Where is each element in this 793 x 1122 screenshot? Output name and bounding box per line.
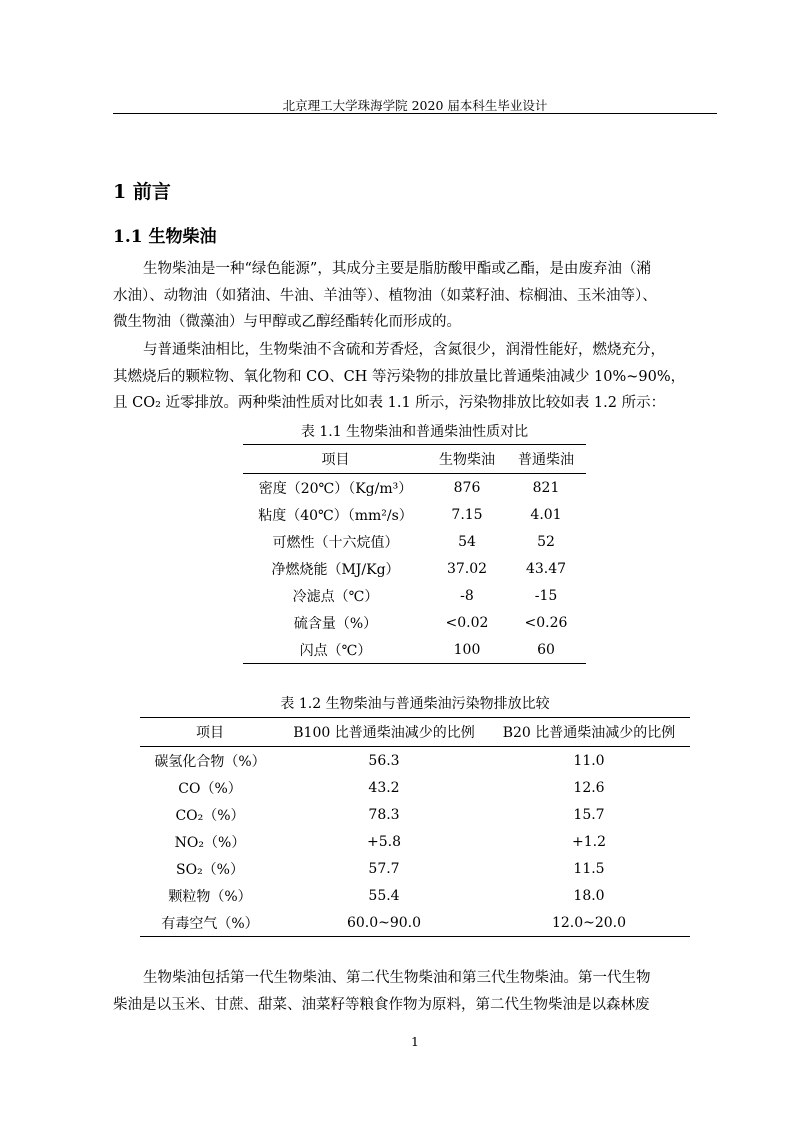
- table-header-row: [243, 445, 586, 474]
- table-row: [243, 636, 586, 664]
- properties-table: [243, 444, 586, 664]
- table-cell: 11.5: [573, 860, 605, 877]
- table-cell: <0.02: [445, 614, 489, 631]
- paragraph-line: 柴油是以玉米、甘蔗、甜菜、油菜籽等粮食作物为原料，第二代生物柴油是以森林废: [113, 996, 650, 1013]
- table-row: [140, 828, 690, 855]
- table-cell: 52: [537, 533, 555, 550]
- table-cell: 净燃烧能（MJ/Kg）: [271, 561, 400, 578]
- header-rule: [113, 113, 717, 114]
- table-cell: 11.0: [573, 752, 605, 769]
- table-cell: +5.8: [367, 833, 401, 850]
- table-row: [243, 528, 586, 555]
- paragraph-line: 生物柴油包括第一代生物柴油、第二代生物柴油和第三代生物柴油。第一代生物: [143, 970, 651, 986]
- table-header-cell: 普通柴油: [506, 445, 586, 474]
- table-cell: 43.47: [525, 560, 567, 577]
- paragraph-line: 其燃烧后的颗粒物、氧化物和 CO、CH 等污染物的排放量比普通柴油减少 10%~90%，: [113, 368, 686, 385]
- table-row: [243, 555, 586, 582]
- table-cell: <0.26: [524, 614, 568, 631]
- table-cell: 有毒空气（%）: [161, 915, 259, 932]
- table-row: [140, 855, 690, 882]
- table-cell: 密度（20℃）（Kg/m³）: [258, 480, 413, 497]
- table-cell: 硫含量（%）: [293, 615, 378, 632]
- table-header-cell: 项目: [140, 718, 280, 747]
- table-cell: 43.2: [368, 779, 400, 796]
- table-cell: 821: [532, 479, 560, 496]
- table2-caption: 表 1.2 生物柴油与普通柴油污染物排放比较: [280, 696, 550, 712]
- paragraph-line: 与普通柴油相比，生物柴油不含硫和芳香烃，含氮很少，润滑性能好，燃烧充分，: [143, 342, 665, 358]
- emissions-table: [140, 717, 690, 937]
- table-cell: 粘度（40℃）（mm²/s）: [258, 507, 413, 524]
- table-cell: -15: [534, 587, 558, 604]
- table-cell: CO（%）: [178, 780, 242, 797]
- table-cell: 7.15: [451, 506, 483, 523]
- table-header-cell: 项目: [243, 445, 428, 474]
- paragraph-line: 微生物油（微藻油）与甲醇或乙醇经酯转化而形成的。: [113, 314, 461, 330]
- page-number: 1: [411, 1034, 419, 1049]
- paragraph-line: 且 CO₂ 近零排放。两种柴油性质对比如表 1.1 所示，污染物排放比较如表 1.2 所示：: [113, 395, 666, 411]
- table-cell: 颗粒物（%）: [168, 888, 252, 905]
- table-cell: 闪点（℃）: [299, 642, 372, 659]
- paragraph-line: 生物柴油是一种“绿色能源”，其成分主要是脂肪酸甲酯或乙酯，是由废弃油（潲: [143, 261, 651, 277]
- table-header-cell: B100 比普通柴油减少的比例: [280, 718, 488, 747]
- table1-caption: 表 1.1 生物柴油和普通柴油性质对比: [300, 424, 529, 440]
- table-cell: SO₂（%）: [176, 861, 244, 878]
- table-row: [140, 909, 690, 937]
- table-header-cell: 生物柴油: [428, 445, 506, 474]
- table-cell: 18.0: [573, 887, 605, 904]
- table-header-row: [140, 718, 690, 747]
- table-row: [243, 474, 586, 502]
- paragraph-comparison: [113, 337, 717, 417]
- table-row: [140, 801, 690, 828]
- table-cell: +1.2: [572, 833, 606, 850]
- paragraph-intro: [113, 256, 717, 336]
- paragraph-line: 水油）、动物油（如猪油、牛油、羊油等）、植物油（如菜籽油、棕榈油、玉米油等）、: [113, 287, 657, 304]
- table-row: [243, 609, 586, 636]
- table-row: [243, 582, 586, 609]
- table-header-cell: B20 比普通柴油减少的比例: [488, 718, 690, 747]
- table-cell: NO₂（%）: [174, 834, 246, 851]
- page-header: 北京理工大学珠海学院 2020 届本科生毕业设计: [282, 98, 548, 113]
- table-row: [140, 774, 690, 801]
- table-cell: 37.02: [446, 560, 488, 577]
- table-cell: 78.3: [368, 806, 400, 823]
- table-cell: 55.4: [368, 887, 400, 904]
- table-cell: 57.7: [368, 860, 400, 877]
- table-cell: 4.01: [530, 506, 562, 523]
- table-cell: 56.3: [368, 752, 400, 769]
- table-row: [243, 501, 586, 528]
- table-row: [140, 747, 690, 775]
- table-cell: CO₂（%）: [175, 807, 245, 824]
- table-cell: 可燃性（十六烷值）: [272, 534, 399, 551]
- subsection-title: 1.1 生物柴油: [113, 227, 217, 247]
- section-title: 1 前言: [113, 181, 171, 203]
- table-row: [140, 882, 690, 909]
- table-cell: 100: [453, 641, 481, 658]
- table-cell: 60.0~90.0: [346, 914, 422, 931]
- table-cell: 15.7: [573, 806, 605, 823]
- paragraph-generations: [113, 965, 717, 1018]
- table-cell: 54: [458, 533, 476, 550]
- table-cell: 碳氢化合物（%）: [154, 753, 266, 770]
- table-cell: 12.0~20.0: [551, 914, 627, 931]
- table-cell: 876: [453, 479, 481, 496]
- table-cell: -8: [460, 587, 474, 604]
- table-cell: 12.6: [573, 779, 605, 796]
- table-cell: 冷滤点（℃）: [292, 588, 379, 605]
- table-cell: 60: [537, 641, 555, 658]
